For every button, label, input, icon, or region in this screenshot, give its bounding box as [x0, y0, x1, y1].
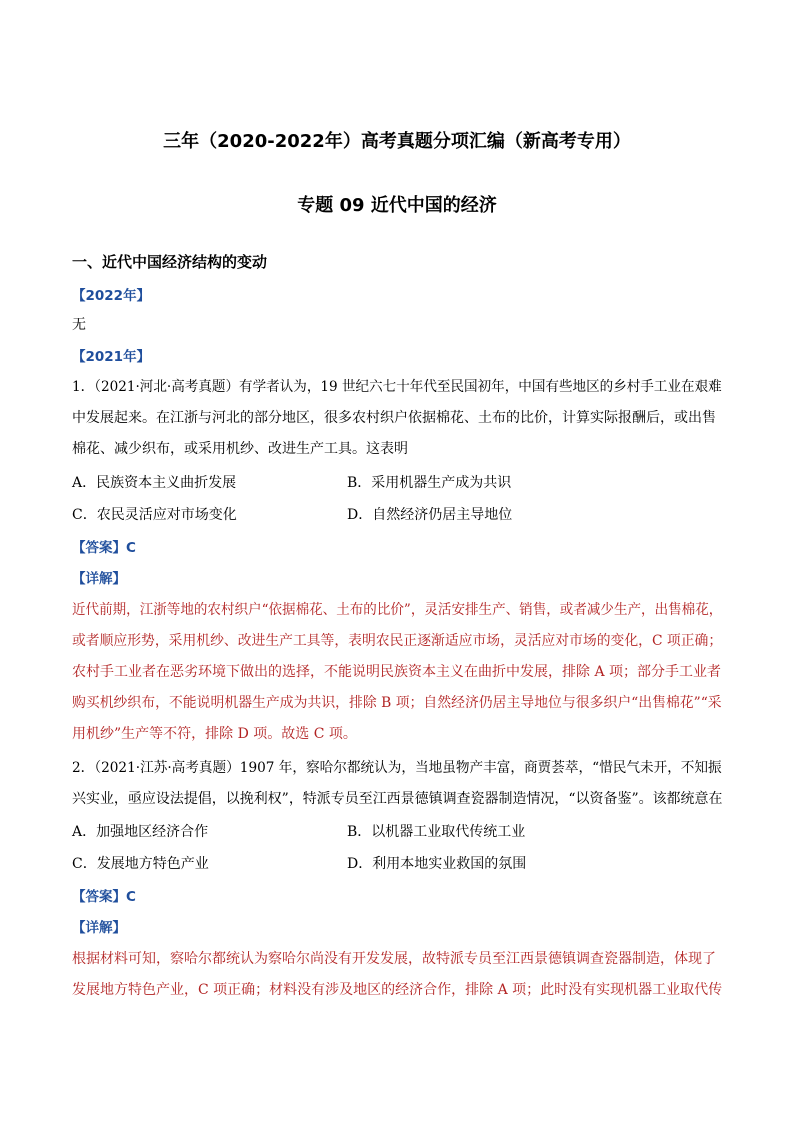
answer-value: C [126, 889, 136, 905]
q2-answer [72, 885, 136, 905]
q1-detail-line: 或者顺应形势，采用机纱、改进生产工具等，表明农民正逐渐适应市场，灵活应对市场的变化，C 项正确； [72, 633, 723, 649]
q1-option-d: D．自然经济仍居主导地位 [347, 507, 513, 523]
q1-detail-label: 【详解】 [72, 571, 126, 587]
q2-option-d: D．利用本地实业救国的氛围 [347, 856, 527, 872]
q1-detail-line: 农村手工业者在恶劣环境下做出的选择，不能说明民族资本主义在曲折中发展，排除 A 项；部分手工业者 [72, 664, 722, 680]
q1-option-b: B．采用机器生产成为共识 [347, 475, 512, 491]
q1-stem-line: 棉花、减少织布，或采用机纱、改进生产工具。这表明 [72, 441, 408, 457]
q1-answer [72, 536, 136, 556]
answer-label: 【答案】 [72, 889, 126, 905]
topic-subtitle: 专题 09 近代中国的经济 [297, 195, 497, 216]
q1-detail-line: 购买机纱织布，不能说明机器生产成为共识，排除 B 项；自然经济仍居主导地位与很多织户“出售棉花”“采 [72, 695, 722, 711]
q2-stem-line: 兴实业，亟应设法提倡，以挽利权”，特派专员至江西景德镇调查瓷器制造情况，“以资备鉴”。该都统意在 [72, 791, 723, 807]
year-tag-2022: 【2022年】 [72, 288, 151, 304]
q2-detail-line: 发展地方特色产业，C 项正确；材料没有涉及地区的经济合作，排除 A 项；此时没有实现机器工业取代传 [72, 982, 723, 998]
q2-detail-line: 根据材料可知，察哈尔都统认为察哈尔尚没有开发发展，故特派专员至江西景德镇调查瓷器制造，体现了 [72, 951, 716, 967]
q1-option-a: A．民族资本主义曲折发展 [72, 475, 237, 491]
q1-detail-line: 用机纱”生产等不符，排除 D 项。故选 C 项。 [72, 726, 357, 742]
section-heading: 一、近代中国经济结构的变动 [72, 253, 268, 271]
q2-option-b: B．以机器工业取代传统工业 [347, 824, 526, 840]
answer-value: C [126, 540, 136, 556]
q2-option-c: C．发展地方特色产业 [72, 856, 209, 872]
answer-label: 【答案】 [72, 540, 126, 556]
q1-option-c: C．农民灵活应对市场变化 [72, 507, 237, 523]
q1-stem-line: 中发展起来。在江浙与河北的部分地区，很多农村织户依据棉花、土布的比价，计算实际报酬后，或出售 [72, 410, 716, 426]
none-text: 无 [72, 317, 86, 333]
q2-option-a: A．加强地区经济合作 [72, 824, 209, 840]
document-title: 三年（2020-2022年）高考真题分项汇编（新高考专用） [163, 131, 631, 152]
year-tag-2021: 【2021年】 [72, 349, 151, 365]
q2-detail-label: 【详解】 [72, 920, 126, 936]
q2-stem-line: 2．（2021·江苏·高考真题）1907 年，察哈尔都统认为，当地虽物产丰富，商贾荟萃，“惜民气未开，不知振 [72, 760, 722, 776]
q1-stem-line: 1．（2021·河北·高考真题）有学者认为，19 世纪六七十年代至民国初年，中国有些地区的乡村手工业在艰难 [72, 379, 722, 395]
q1-detail-line: 近代前期，江浙等地的农村织户“依据棉花、土布的比价”，灵活安排生产、销售，或者减少生产，出售棉花， [72, 602, 723, 618]
